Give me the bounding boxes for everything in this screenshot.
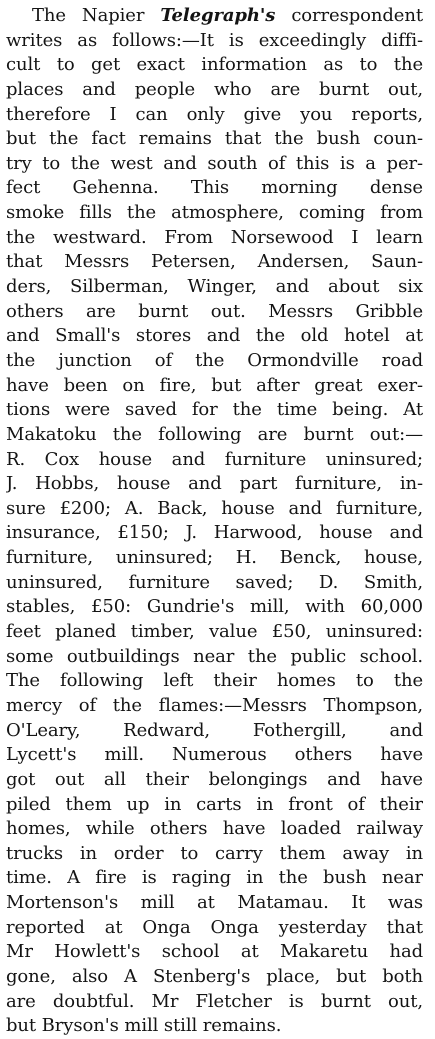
article-line-15: the junction of the Ormondville road bbox=[6, 349, 423, 371]
article-line-24: uninsured, furniture saved; D. Smith, bbox=[6, 571, 423, 593]
article-line-1: The Napier Telegraph's correspondent bbox=[32, 5, 423, 26]
article-line-38: reported at Onga Onga yesterday that bbox=[6, 916, 423, 938]
article-line-10: the westward. From Norsewood I learn bbox=[6, 226, 423, 248]
article-line-14: and Small's stores and the old hotel at bbox=[6, 325, 423, 347]
article-line-31: Lycett's mill. Numerous others have bbox=[6, 744, 423, 766]
article-line-32: got out all their belongings and have bbox=[6, 768, 423, 790]
article-line-17: tions were saved for the time being. At bbox=[6, 399, 423, 421]
article-line-41: are doubtful. Mr Fletcher is burnt out, bbox=[6, 990, 423, 1012]
article-line-34: homes, while others have loaded railway bbox=[6, 818, 423, 840]
article-line-11: that Messrs Petersen, Andersen, Saun- bbox=[6, 251, 423, 273]
article-line-26: feet planed timber, value £50, uninsured: bbox=[6, 621, 423, 643]
article-line-12: ders, Silberman, Winger, and about six bbox=[6, 276, 423, 298]
article-line-37: Mortenson's mill at Matamau. It was bbox=[6, 892, 423, 914]
article-line-2: writes as follows:—It is exceedingly diffi- bbox=[6, 29, 423, 51]
article-line-35: trucks in order to carry them away in bbox=[6, 842, 423, 864]
article-line-3: cult to get exact information as to the bbox=[6, 54, 423, 76]
article-line-5: therefore I can only give you reports, bbox=[6, 103, 423, 125]
article-line-8: fect Gehenna. This morning dense bbox=[6, 177, 423, 199]
article-line-40: gone, also A Stenberg's place, but both bbox=[6, 965, 423, 987]
article-line-23: furniture, uninsured; H. Benck, house, bbox=[6, 547, 423, 569]
article-line-18: Makatoku the following are burnt out:— bbox=[6, 423, 423, 445]
article-line-16: have been on fire, but after great exer- bbox=[6, 374, 423, 396]
article-line-29: mercy of the flames:—Messrs Thompson, bbox=[6, 694, 423, 716]
article-line-21: sure £200; A. Back, house and furniture, bbox=[6, 497, 423, 519]
article-line-4: places and people who are burnt out, bbox=[6, 78, 423, 100]
article-line-19: R. Cox house and furniture uninsured; bbox=[6, 448, 423, 470]
article-line-36: time. A fire is raging in the bush near bbox=[6, 867, 423, 889]
article-line-6: but the fact remains that the bush coun- bbox=[6, 128, 423, 150]
article-line-30: O'Leary, Redward, Fothergill, and bbox=[6, 719, 423, 741]
article-line-33: piled them up in carts in front of their bbox=[6, 793, 423, 815]
article-line-42: but Bryson's mill still remains. bbox=[6, 1015, 282, 1037]
article-line-28: The following left their homes to the bbox=[6, 670, 423, 692]
article-line-22: insurance, £150; J. Harwood, house and bbox=[6, 522, 423, 544]
article-line-13: others are burnt out. Messrs Gribble bbox=[6, 300, 423, 322]
article-line-25: stables, £50: Gundrie's mill, with 60,000 bbox=[6, 596, 423, 618]
article-line-7: try to the west and south of this is a per- bbox=[6, 152, 423, 174]
article-line-39: Mr Howlett's school at Makaretu had bbox=[6, 941, 423, 963]
article-line-20: J. Hobbs, house and part furniture, in- bbox=[6, 473, 423, 495]
article-line-27: some outbuildings near the public school. bbox=[6, 645, 423, 667]
article-line-9: smoke fills the atmosphere, coming from bbox=[6, 202, 423, 224]
newspaper-name: Telegraph's bbox=[160, 5, 276, 26]
